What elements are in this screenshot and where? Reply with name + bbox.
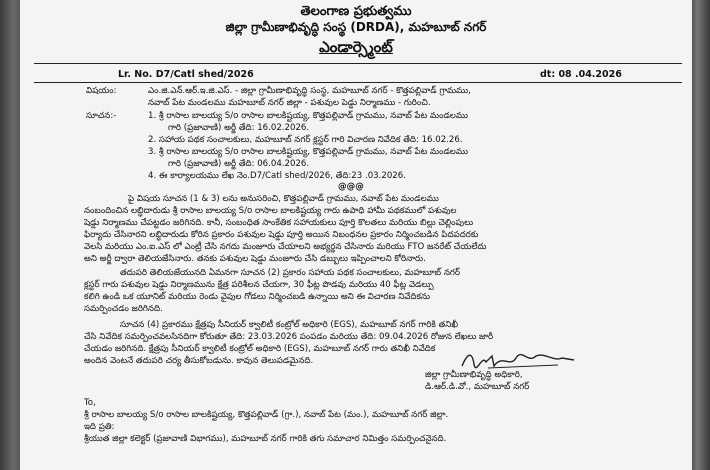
body-line: సమర్పించడం జరిగినది. [84, 304, 163, 314]
separator-mark: @@@ [338, 182, 364, 192]
reference-item: 1. శ్రీ రాసాల బాలయ్య S/o రాసాల బాలకిష్టయ్య, కొత్తపల్లివాడ్ గ్రామము, నవాబ్ పేట మండలము [148, 111, 468, 121]
body-line: పై విషయ సూచన (1 & 3) లను అనుసరించి, కొత్తపల్లివాడ్ గ్రామము, నవాబ్ పేట మండలము [128, 194, 439, 204]
letter-date: dt: 08 .04.2026 [540, 69, 622, 80]
references-label: సూచన:- [86, 111, 117, 121]
body-line: నంబందించిన లబ్ధిదారుడు శ్రీ రాసాల బాలయ్య S/o రాసాల బాలకిష్టయ్య గారు ఉపాధి హామీ పథకములో పశువుల [84, 206, 457, 216]
reference-item: 2. సహాయ పథక సంచాలకులు, మహబూబ్ నగర్ క్లస్టర్ గారి విచారణ నివేదిక తేది: 16.02.26. [148, 135, 463, 145]
reference-item: గారి (ప్రజావాణి) అర్జీ తేది: 06.04.2026. [168, 159, 310, 169]
office-header: జిల్లా గ్రామీణాభివృద్ధి సంస్థ (DRDA), మహబూబ్ నగర్ [225, 20, 487, 34]
body-line: క్లస్టర్ గారు పశువుల షెడ్డు నిర్మాణమును క్షేత్ర పరిశీలన చేయగా, 30 ఫీట్ల పొడవు మరియు 40 ఫీట్ల వెడల్పు [84, 280, 434, 290]
reference-item: గారి (ప్రజావాణి) అర్జీ తేది: 16.02.2026. [168, 123, 310, 133]
subject-line: ఎం.జి.ఎన్.ఆర్.ఇ.జి.ఎస్. - జిల్లా గ్రామీణాభివృద్ధి సంస్థ, మహబూబ్ నగర్ - కొత్తపల్లివాడ్ గ్రామము, [148, 86, 471, 96]
body-line: చేయడం జరిగినది. క్షేత్రపు సీనియర్ క్వాలిటీ కంట్రోల్ అధికారి (EGS), మహబూబ్ నగర్ గారు తనిఖీ నివేదిక [84, 344, 436, 354]
body-line: కలిగి ఉండి ఒక యూనిట్ మరియు రెండు వైపుల గోడలు నిర్మించబడి ఉన్నాయి అని ఈ విచారణ నివేదికను [84, 292, 430, 302]
body-line: అందిన వెంటనే తదుపరి చర్య తీసుకోబడును. కావున తెలుపడమైనది. [84, 356, 314, 366]
header-divider-bottom [34, 82, 682, 83]
body-line: వెలసి మరియు ఎం.ఐ.ఎస్ లో ఎంట్రీ చేసి నగదు మంజూరు చేయాలని అభ్యర్థన చేసినారు మరియు FTO జనరేట్ చేయలేదు [84, 242, 487, 252]
body-line: చేసి నివేదిక సమర్పించవలసినదిగా కోరుతూ తేది: 23.03.2026 పంపడం మరియు తేది: 09.04.2026 రోజున లేఖలు జారీ [84, 332, 494, 342]
signatory-title: జిల్లా గ్రామీణాభివృద్ధి అధికారి, [425, 370, 523, 380]
subject-label: విషయం: [86, 86, 117, 96]
body-line: షెడ్డు నిర్మాణము చేపట్టడం జరిగినది. కానీ, సంబంధిత సాంకేతిక సహాయకులు పూర్తి కొలతలు మరియు బిల్లు చెల్లింపులు [84, 218, 474, 228]
endorsement-title: ఎండార్స్మెంట్ [319, 38, 393, 56]
copy-label: ఇది ప్రతి: [84, 422, 115, 432]
body-line: సూచన (4) ప్రకారము క్షేత్రపు సీనియర్ క్వాలిటీ కంట్రోల్ అధికారి (EGS), మహబూబ్ నగర్ గారికి తనిఖీ [120, 320, 459, 330]
signature-scribble [458, 350, 578, 372]
to-label: To, [84, 398, 96, 408]
signatory-office: డి.ఆర్.డి.వో., మహబూబ్ నగర్ [425, 382, 530, 392]
background-left [0, 0, 22, 470]
background-right [692, 0, 710, 470]
reference-item: 3. శ్రీ రాసాల బాలయ్య S/o రాసాల బాలకిష్టయ్య, కొత్తపల్లివాడ్ గ్రామము, నవాబ్ పేట మండలము [148, 147, 468, 157]
document-page [20, 0, 692, 470]
reference-item: 4. ఈ కార్యాలయము లేఖ నెం.D7/Catl shed/2026, తేది:23 .03.2026. [148, 171, 406, 181]
body-line: తదుపరి తెలియజేయునది ఏమనగా సూచన (2) ప్రకారం సహాయ పథక సంచాలకులు, మహబూబ్ నగర్ [120, 268, 460, 278]
letter-number: Lr. No. D7/Catl shed/2026 [118, 69, 254, 80]
to-recipient: శ్రీ రాసాల బాలయ్య S/o రాసాల బాలకిష్టయ్య, కొత్తపల్లివాడ్ (గ్రా.), నవాబ్ పేట (మం.), మహబూబ్ నగర్ జిల్లా. [84, 410, 449, 420]
subject-line: నవాబ్ పేట మండలము మహబూబ్ నగర్ జిల్లా - పశువుల పెడ్డు నిర్మాణము - గురించి. [148, 98, 431, 108]
header-divider-top [34, 63, 682, 64]
body-line: ఫిర్యాదు చేసినారని లబ్ధిదారుడు కోరిన ప్రకారం పశువుల షెడ్డు పూర్తి అయిన నిబంధనల ప్రకారం నిర్మించబడిన పిదపదరకు [84, 230, 479, 240]
govt-header: తెలంగాణ ప్రభుత్వము [300, 4, 412, 19]
body-line: అని అర్జీ ద్వారా తెలియజేసినారు. తనకు పశువుల షెడ్డు మంజూరు చేసి డబ్బులు ఇప్పించాలని కోరినారు. [84, 254, 426, 264]
copy-recipient: శ్రీయుత జిల్లా కలెక్టర్ (ప్రజావాణి విభాగము), మహబూబ్ నగర్ గారికి తగు సమాచార నిమిత్తం సమర్పించనైనది. [84, 434, 447, 444]
